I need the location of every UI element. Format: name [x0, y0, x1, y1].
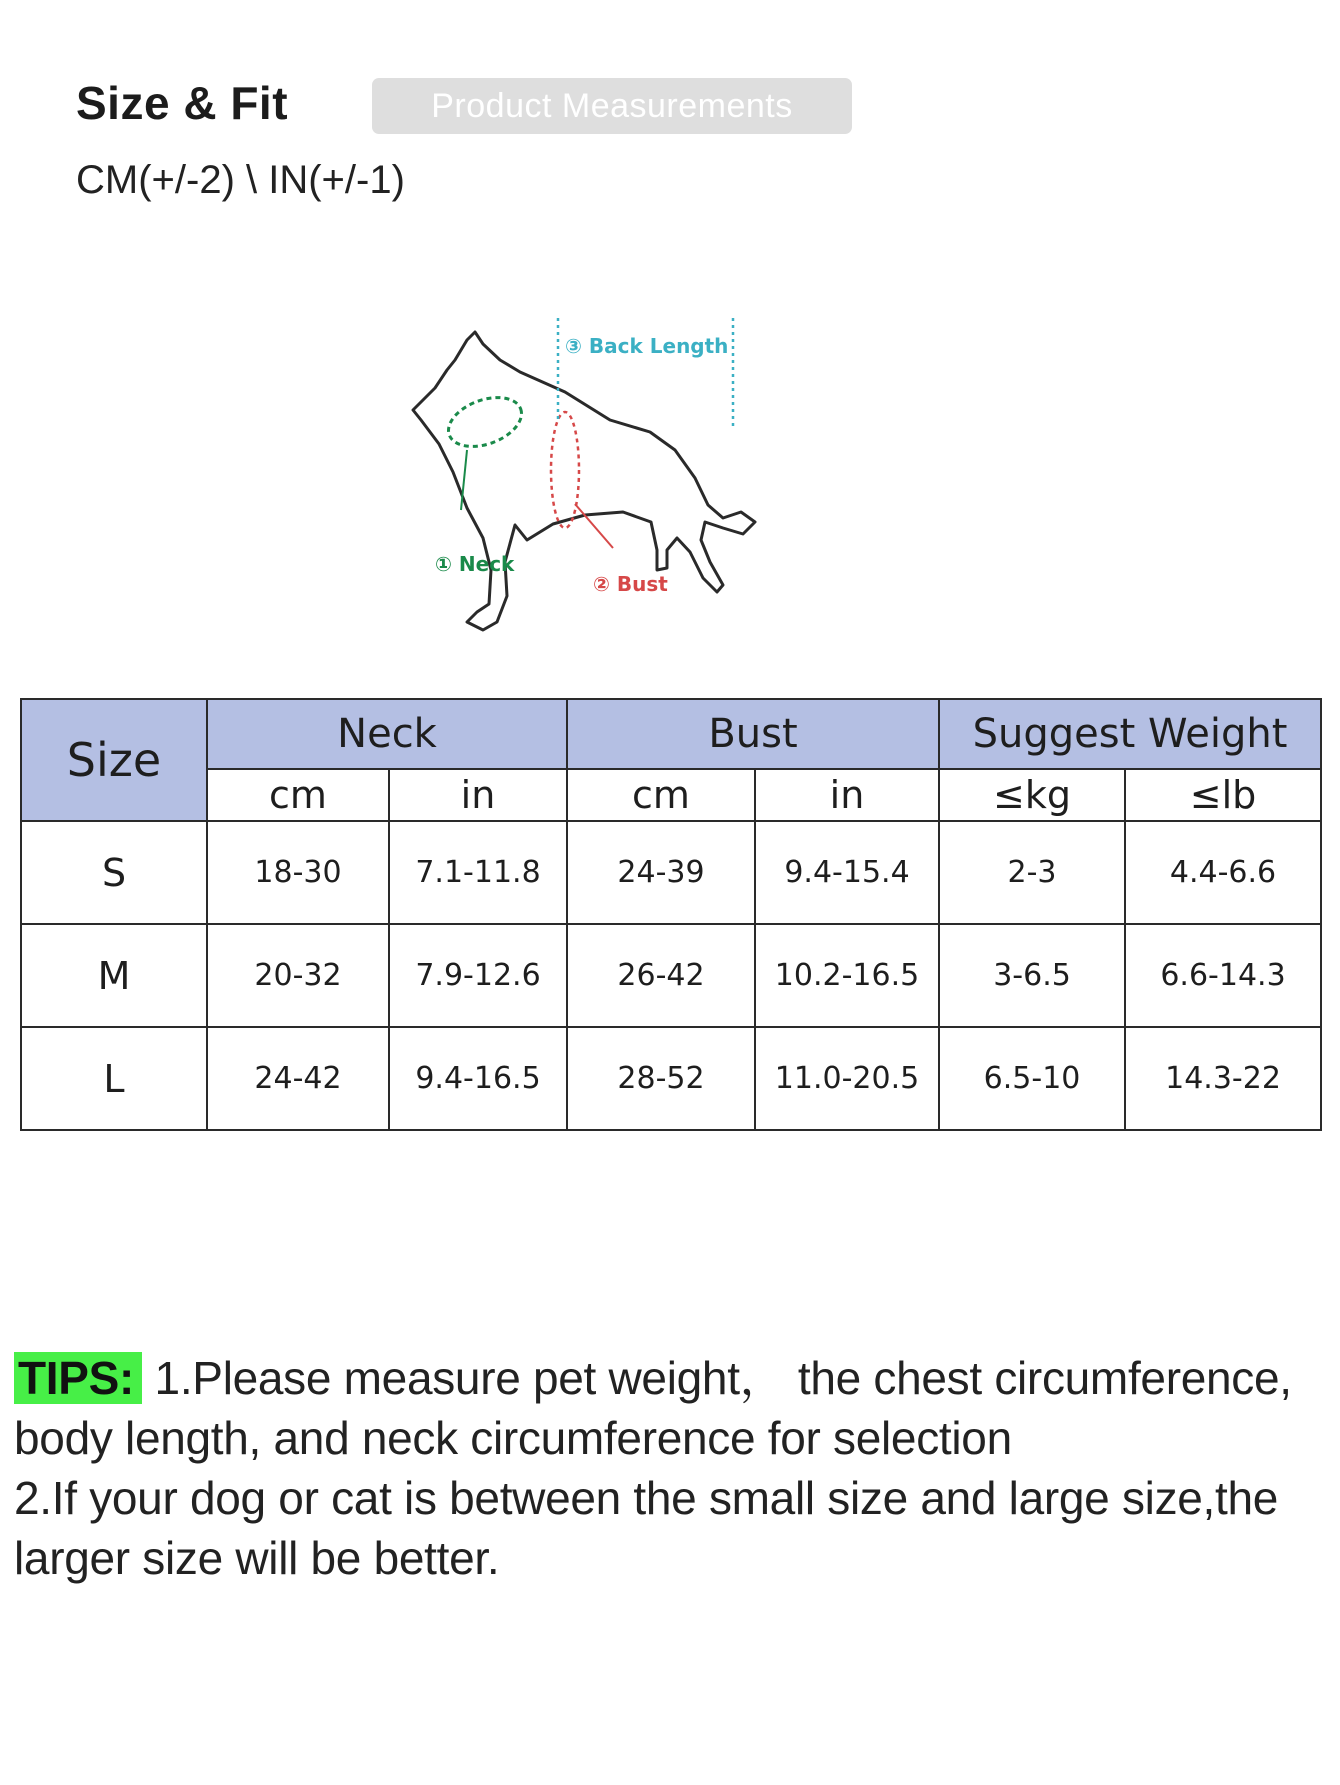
neck-group-header: Neck: [207, 699, 567, 769]
size-cell: M: [21, 924, 207, 1027]
size-chart-table: [20, 698, 1322, 1131]
tips-label: TIPS:: [14, 1352, 142, 1404]
tips-line-2: 2.If your dog or cat is between the small size and large size,the larger size will be better.: [14, 1472, 1279, 1584]
table-cell: 9.4-16.5: [389, 1027, 567, 1130]
size-cell: L: [21, 1027, 207, 1130]
table-cell: 24-39: [567, 821, 755, 924]
dog-measurement-diagram: [405, 300, 835, 640]
table-cell: 3-6.5: [939, 924, 1125, 1027]
unit-header: in: [755, 769, 939, 821]
table-cell: 9.4-15.4: [755, 821, 939, 924]
unit-header: ≤kg: [939, 769, 1125, 821]
table-cell: 20-32: [207, 924, 389, 1027]
bust-label: ② Bust: [593, 572, 668, 596]
size-cell: S: [21, 821, 207, 924]
size-column-header: Size: [21, 699, 207, 821]
table-cell: 10.2-16.5: [755, 924, 939, 1027]
unit-header: in: [389, 769, 567, 821]
unit-header: cm: [567, 769, 755, 821]
table-cell: 14.3-22: [1125, 1027, 1321, 1130]
table-cell: 2-3: [939, 821, 1125, 924]
bust-measure-ring: [551, 412, 579, 528]
bust-group-header: Bust: [567, 699, 939, 769]
table-cell: 7.9-12.6: [389, 924, 567, 1027]
table-cell: 26-42: [567, 924, 755, 1027]
table-cell: 4.4-6.6: [1125, 821, 1321, 924]
table-cell: 6.6-14.3: [1125, 924, 1321, 1027]
table-cell: 28-52: [567, 1027, 755, 1130]
table-cell: 11.0-20.5: [755, 1027, 939, 1130]
neck-label: ① Neck: [435, 552, 515, 576]
page-title: Size & Fit: [76, 77, 289, 129]
bust-pointer-line: [575, 504, 613, 548]
weight-group-header: Suggest Weight: [939, 699, 1321, 769]
table-cell: 18-30: [207, 821, 389, 924]
neck-measure-ring: [442, 388, 528, 455]
product-measurements-tag: Product Measurements: [372, 78, 852, 134]
table-cell: 24-42: [207, 1027, 389, 1130]
table-row: [21, 821, 1321, 924]
table-row: [21, 1027, 1321, 1130]
table-cell: 6.5-10: [939, 1027, 1125, 1130]
tips-line-1: [14, 1348, 1324, 1468]
table-cell: 7.1-11.8: [389, 821, 567, 924]
tips-section: [14, 1348, 1324, 1588]
unit-header: ≤lb: [1125, 769, 1321, 821]
tips-text-1: 1.Please measure pet weight， the chest circumference, body length, and neck circumference for selection: [14, 1352, 1292, 1464]
unit-header: cm: [207, 769, 389, 821]
back-length-label: ③ Back Length: [565, 334, 729, 358]
measurement-tolerance: CM(+/-2) \ IN(+/-1): [76, 158, 405, 202]
table-row: [21, 924, 1321, 1027]
